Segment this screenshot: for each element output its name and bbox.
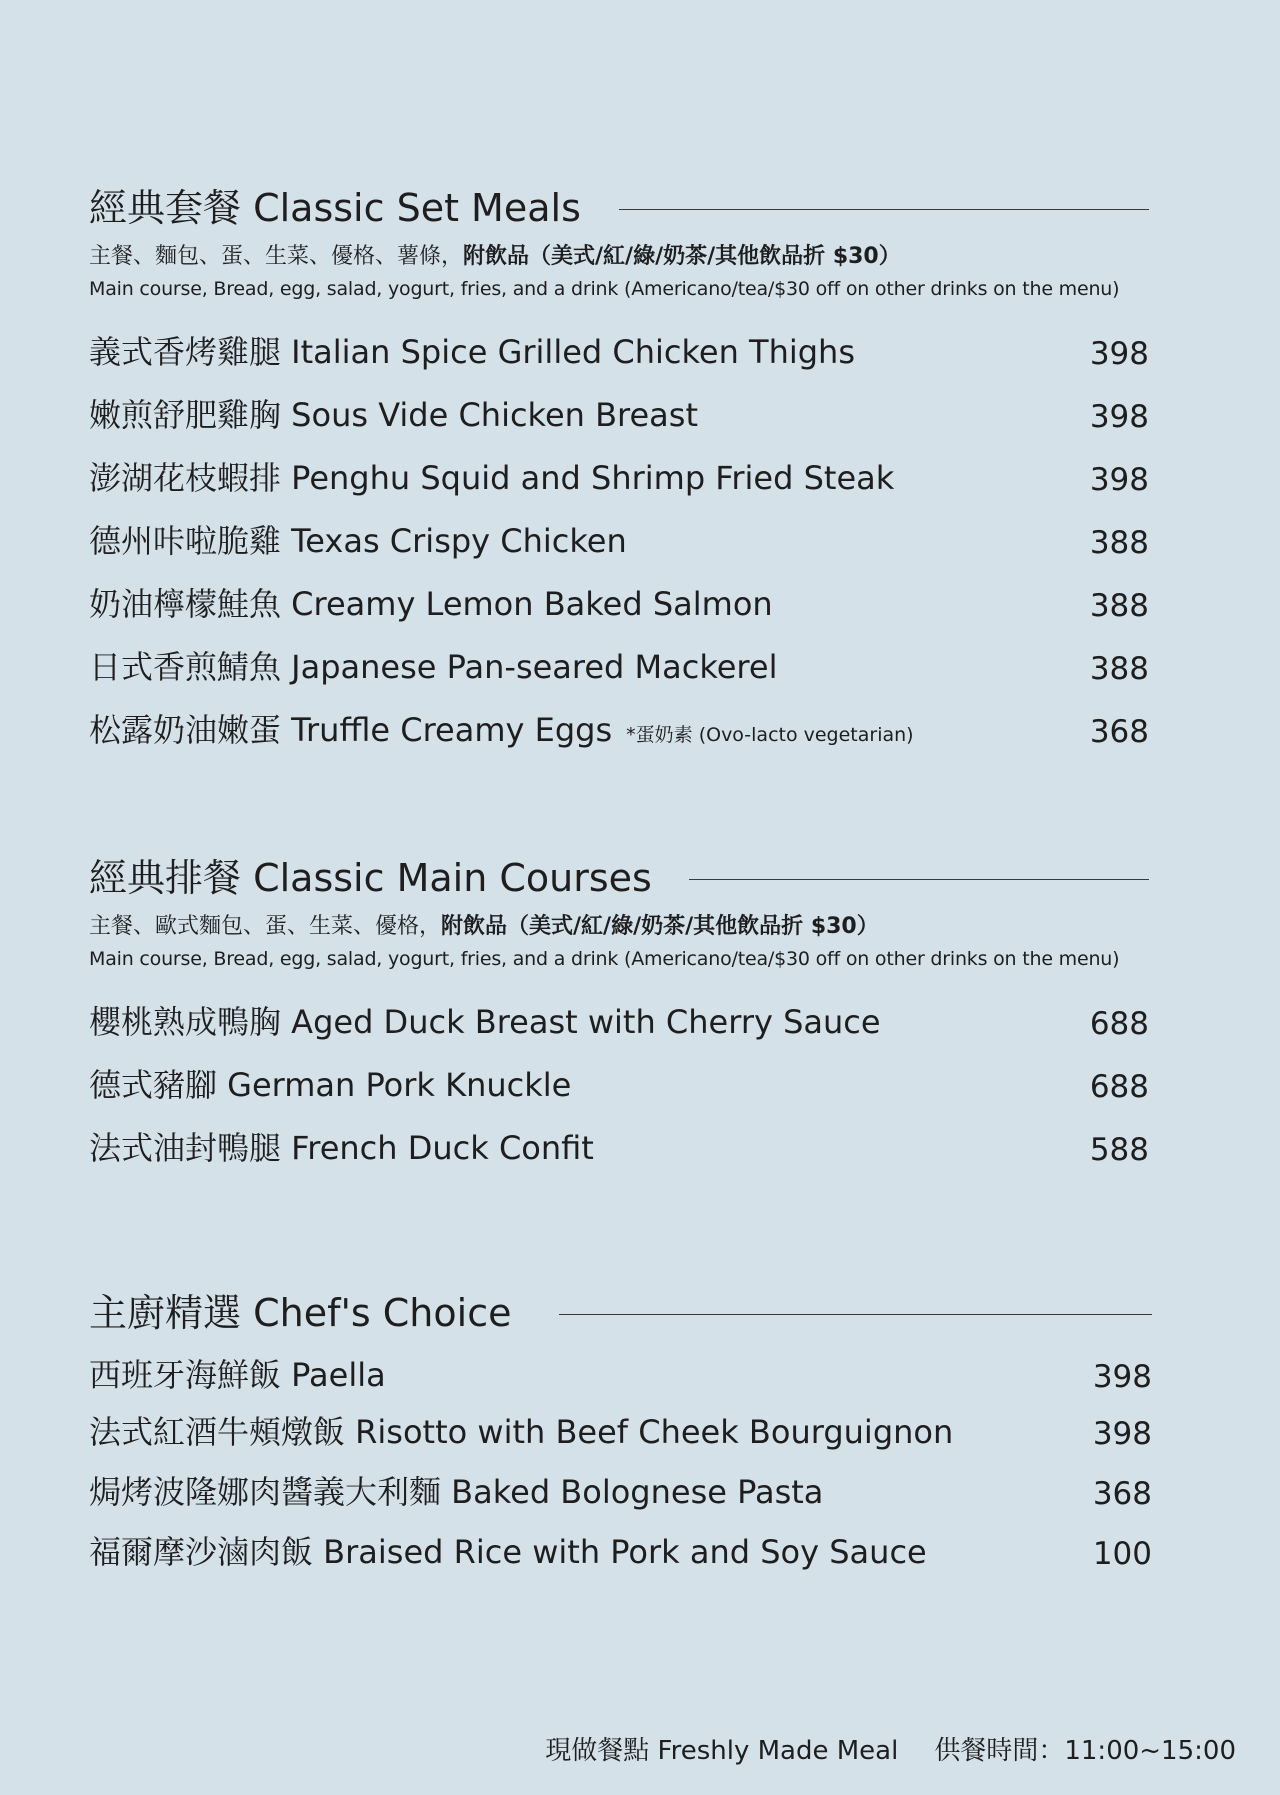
section-header	[89, 850, 1149, 906]
item-price: 688	[1089, 1069, 1149, 1105]
section-header	[89, 180, 1149, 236]
item-name: 福爾摩沙滷肉飯 Braised Rice with Pork and Soy Sauce	[89, 1533, 927, 1571]
menu-item	[89, 1522, 1152, 1582]
menu-item	[89, 637, 1149, 700]
item-name: 義式香烤雞腿 Italian Spice Grilled Chicken Thighs	[89, 333, 856, 371]
item-price: 398	[1089, 399, 1149, 435]
menu-item-list	[89, 992, 1149, 1181]
item-name: 德州咔啦脆雞 Texas Crispy Chicken	[89, 522, 627, 560]
menu-item	[89, 1055, 1149, 1118]
menu-item	[89, 1118, 1149, 1181]
section-subtitle-en: Main course, Bread, egg, salad, yogurt, fries, and a drink (Americano/tea/$30 off on other drinks on the menu)	[89, 948, 1120, 970]
freshly-made-label: 現做餐點 Freshly Made Meal	[545, 1736, 899, 1766]
item-name-text: 松露奶油嫩蛋 Truffle Creamy Eggs	[89, 711, 613, 749]
section-subtitle-zh	[89, 242, 1149, 272]
item-price: 588	[1089, 1132, 1149, 1168]
menu-item	[89, 574, 1149, 637]
section-divider	[689, 879, 1149, 880]
item-price: 398	[1089, 462, 1149, 498]
item-name: 澎湖花枝蝦排 Penghu Squid and Shrimp Fried Steak	[89, 459, 895, 497]
item-price: 368	[1092, 1476, 1152, 1512]
section-title: 經典套餐 Classic Set Meals	[89, 180, 599, 236]
menu-item	[89, 511, 1149, 574]
section-divider	[559, 1314, 1152, 1315]
section-title: 主廚精選 Chef's Choice	[89, 1285, 529, 1341]
section-chefs-choice	[89, 1285, 1152, 1582]
item-name: 日式香煎鯖魚 Japanese Pan-seared Mackerel	[89, 648, 778, 686]
menu-item-list	[89, 322, 1149, 763]
section-subtitle-en: Main course, Bread, egg, salad, yogurt, fries, and a drink (Americano/tea/$30 off on other drinks on the menu)	[89, 278, 1120, 300]
subtitle-zh-plain: 主餐、歐式麵包、蛋、生菜、優格，	[89, 914, 442, 939]
item-name: 焗烤波隆娜肉醬義大利麵 Baked Bolognese Pasta	[89, 1473, 824, 1511]
item-name: 櫻桃熟成鴨胸 Aged Duck Breast with Cherry Sauce	[89, 1003, 881, 1041]
item-price: 398	[1092, 1416, 1152, 1452]
item-price: 388	[1089, 588, 1149, 624]
item-price: 388	[1089, 525, 1149, 561]
vegetarian-note: *蛋奶素 (Ovo-lacto vegetarian)	[626, 724, 914, 746]
item-name	[89, 710, 914, 755]
subtitle-zh-bold: 附飲品（美式/紅/綠/奶茶/其他飲品折 $30）	[441, 914, 879, 939]
item-price: 368	[1089, 714, 1149, 750]
item-price: 388	[1089, 651, 1149, 687]
item-name: 法式紅酒牛頰燉飯 Risotto with Beef Cheek Bourguignon	[89, 1413, 954, 1451]
item-price: 688	[1089, 1006, 1149, 1042]
section-header	[89, 1285, 1152, 1341]
serving-hours: 供餐時間：11:00~15:00	[934, 1736, 1236, 1766]
item-name: 法式油封鴨腿 French Duck Confit	[89, 1129, 594, 1167]
menu-item	[89, 700, 1149, 763]
item-name: 嫩煎舒肥雞胸 Sous Vide Chicken Breast	[89, 396, 699, 434]
item-name: 德式豬腳 German Pork Knuckle	[89, 1066, 572, 1104]
menu-item	[89, 992, 1149, 1055]
menu-item	[89, 1345, 1152, 1402]
subtitle-zh-plain: 主餐、麵包、蛋、生菜、優格、薯條，	[89, 244, 464, 269]
menu-item	[89, 322, 1149, 385]
footer	[545, 1730, 1236, 1767]
menu-item-list	[89, 1345, 1152, 1582]
section-classic-main-courses	[89, 850, 1149, 1181]
subtitle-zh-bold: 附飲品（美式/紅/綠/奶茶/其他飲品折 $30）	[463, 244, 901, 269]
menu-item	[89, 385, 1149, 448]
item-price: 398	[1092, 1359, 1152, 1395]
section-subtitle-zh	[89, 912, 1149, 942]
section-title: 經典排餐 Classic Main Courses	[89, 850, 670, 906]
menu-item	[89, 448, 1149, 511]
section-classic-set-meals	[89, 180, 1149, 763]
item-name: 奶油檸檬鮭魚 Creamy Lemon Baked Salmon	[89, 585, 773, 623]
section-divider	[619, 209, 1149, 210]
item-price: 398	[1089, 336, 1149, 372]
menu-item	[89, 1402, 1152, 1462]
item-name: 西班牙海鮮飯 Paella	[89, 1356, 386, 1394]
item-price: 100	[1092, 1536, 1152, 1572]
menu-item	[89, 1462, 1152, 1522]
